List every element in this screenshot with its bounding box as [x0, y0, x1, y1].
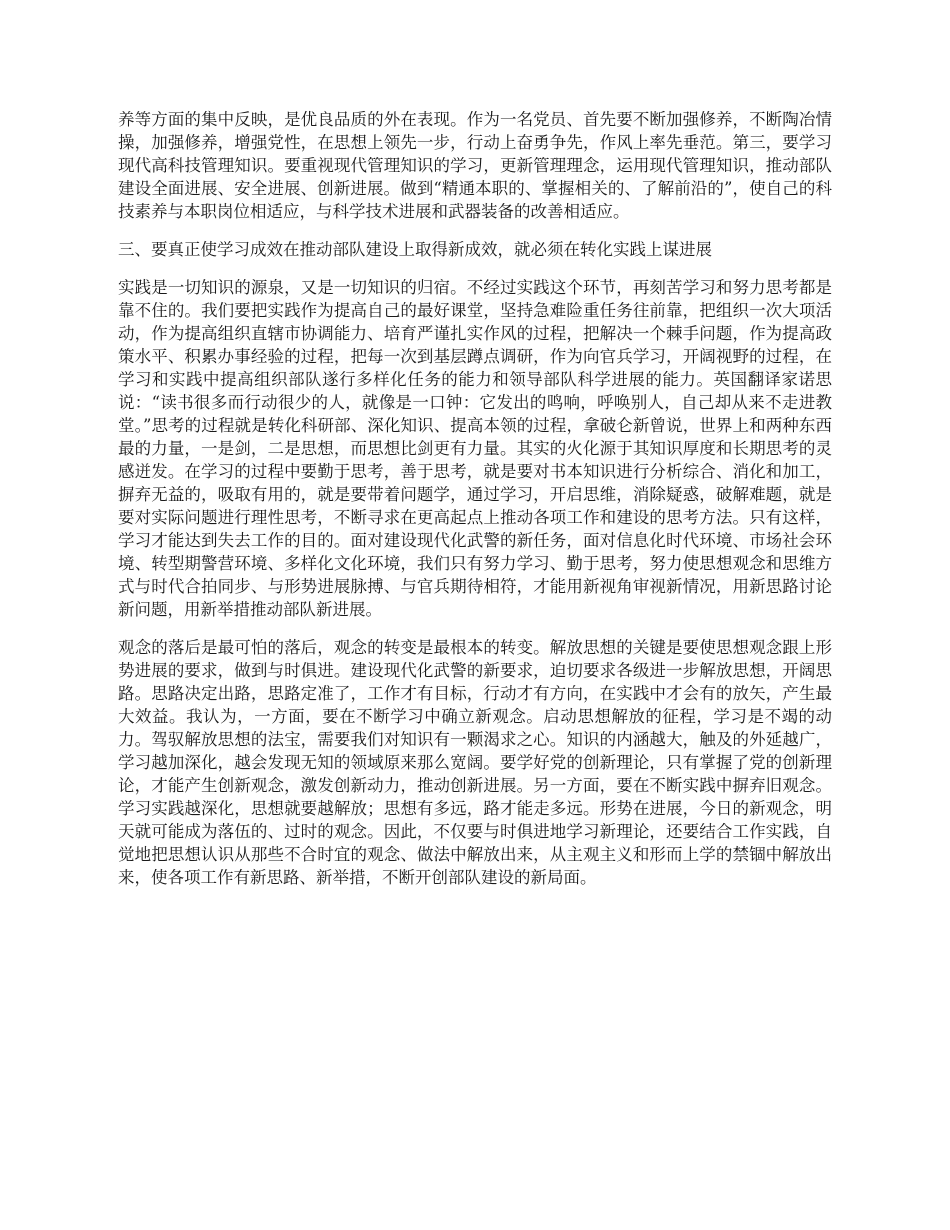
document-page [118, 108, 832, 904]
paragraph-concepts: 观念的落后是最可怕的落后，观念的转变是最根本的转变。解放思想的关键是要使思想观念跟上形势进展的要求，做到与时俱进。建设现代化武警的新要求，迫切要求各级进一步解放思想，开阔思路。思路决定出路，思路定准了，工作才有目标，行动才有方向，在实践中才会有的放矢，产生最大效益。我认为，一方面，要在不断学习中确立新观念。启动思想解放的征程，学习是不竭的动力。驾驭解放思想的法宝，需要我们对知识有一颗渴求之心。知识的内涵越大，触及的外延越广，学习越加深化，越会发现无知的领域原来那么宽阔。要学好党的创新理论，只有掌握了党的创新理论，才能产生创新观念，激发创新动力，推动创新进展。另一方面，要在不断实践中摒弃旧观念。学习实践越深化，思想就要越解放；思想有多远，路才能走多远。形势在进展，今日的新观念，明天就可能成为落伍的、过时的观念。因此，不仅要与时俱进地学习新理论，还要结合工作实践，自觉地把思想认识从那些不合时宜的观念、做法中解放出来，从主观主义和形而上学的禁锢中解放出来，使各项工作有新思路、新举措，不断开创部队建设的新局面。 [118, 638, 832, 887]
paragraph-practice: 实践是一切知识的源泉，又是一切知识的归宿。不经过实践这个环节，再刻苦学习和努力思考都是靠不住的。我们要把实践作为提高自己的最好课堂，坚持急难险重任务往前靠，把组织一次大项活动，作为提高组织直辖市协调能力、培育严谨扎实作风的过程，把解决一个棘手问题，作为提高政策水平、积累办事经验的过程，把每一次到基层蹲点调研，作为向官兵学习，开阔视野的过程，在学习和实践中提高组织部队遂行多样化任务的能力和领导部队科学进展的能力。英国翻译家诺思说：“读书很多而行动很少的人，就像是一口钟：它发出的鸣响，呼唤别人，自己却从来不走进教堂。”思考的过程就是转化科研部、深化知识、提高本领的过程，拿破仑新曾说，世界上和两种东西最的力量，一是剑，二是思想，而思想比剑更有力量。其实的火化源于其知识厚度和长期思考的灵感迸发。在学习的过程中要勤于思考，善于思考，就是要对书本知识进行分析综合、消化和加工，摒弃无益的，吸取有用的，就是要带着问题学，通过学习，开启思维，消除疑惑，破解难题，就是要对实际问题进行理性思考，不断寻求在更高起点上推动各项工作和建设的思考方法。只有这样，学习才能达到失去工作的目的。面对建设现代化武警的新任务，面对信息化时代环境、市场社会环境、转型期警营环境、多样化文化环境，我们只有努力学习、勤于思考，努力使思想观念和思维方式与时代合拍同步、与形势进展脉搏、与官兵期待相符，才能用新视角审视新情况，用新思路讨论新问题，用新举措推动部队新进展。 [118, 278, 832, 619]
section-heading-three: 三、要真正使学习成效在推动部队建设上取得新成效，就必须在转化实践上谋进展 [118, 240, 712, 259]
paragraph-cultivation: 养等方面的集中反映，是优良品质的外在表现。作为一名党员、首先要不断加强修养，不断陶冶情操，加强修养，增强党性，在思想上领先一步，行动上奋勇争先，作风上率先垂范。第三，要学习现代高科技管理知识。要重视现代管理知识的学习，更新管理理念，运用现代管理知识，推动部队建设全面进展、安全进展、创新进展。做到“精通本职的、掌握相关的、了解前沿的”，使自己的科技素养与本职岗位相适应，与科学技术进展和武器装备的改善相适应。 [118, 110, 832, 221]
